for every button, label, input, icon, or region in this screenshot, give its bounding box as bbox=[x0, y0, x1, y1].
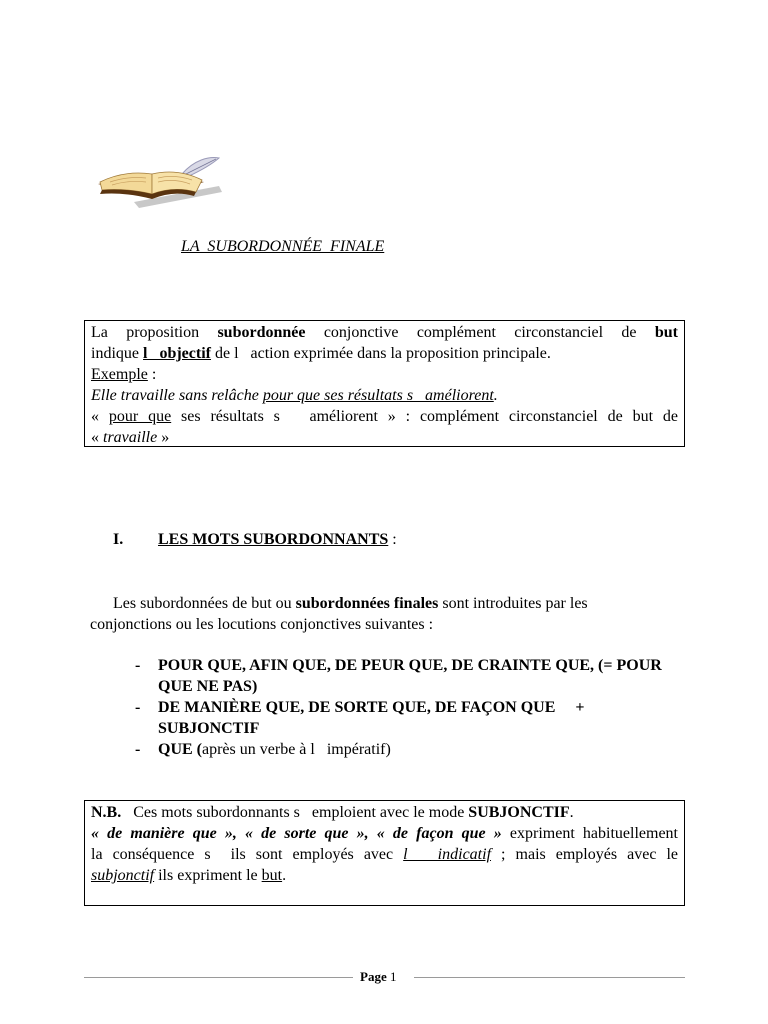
definition-line-5: « travaille » bbox=[91, 429, 170, 446]
definition-line-2: indique l objectif de l action exprimée dans la proposition principale. bbox=[91, 345, 551, 362]
definition-line-1: La proposition subordonnée conjonctive complément circonstanciel de but bbox=[91, 324, 678, 341]
nb-line-3: la conséquence s ils sont employés avec l indicatif ; mais employés avec le bbox=[91, 846, 678, 863]
section-title: LES MOTS SUBORDONNANTS bbox=[158, 531, 389, 548]
intro-paragraph: Les subordonnées de but ou subordonnées finales sont introduites par les conjonctions ou les locutions conjonctives suivantes : bbox=[90, 595, 588, 633]
open-book-quill-icon bbox=[94, 152, 224, 212]
example-label: Exemple : bbox=[91, 366, 157, 383]
list-item: - POUR QUE, AFIN QUE, DE PEUR QUE, DE CRAINTE QUE, (= POUR QUE NE PAS) bbox=[135, 657, 662, 695]
page-number: Page 1 bbox=[360, 969, 397, 984]
example-sentence: Elle travaille sans relâche pour que ses résultats s améliorent. bbox=[91, 387, 498, 404]
nb-line-1: N.B. Ces mots subordonnants s emploient avec le mode SUBJONCTIF. bbox=[91, 804, 574, 821]
page-title: LA SUBORDONNÉE FINALE bbox=[181, 238, 385, 255]
footer-rule-right bbox=[414, 977, 685, 978]
section-number: I. bbox=[113, 531, 124, 548]
nb-box bbox=[84, 800, 685, 906]
conjunction-list bbox=[135, 655, 680, 760]
section-heading: I. LES MOTS SUBORDONNANTS : bbox=[113, 531, 397, 548]
nb-line-4: subjonctif ils expriment le but. bbox=[91, 867, 287, 884]
list-item: - DE MANIÈRE QUE, DE SORTE QUE, DE FAÇON QUE + SUBJONCTIF bbox=[135, 699, 585, 737]
definition-box bbox=[84, 320, 685, 447]
footer-rule-left bbox=[84, 977, 353, 978]
definition-line-4: « pour que ses résultats s améliorent » : complément circonstanciel de but de bbox=[91, 408, 679, 425]
list-item: - QUE (après un verbe à l impératif) bbox=[135, 741, 391, 758]
nb-line-2: « de manière que », « de sorte que », « de façon que » expriment habituellement bbox=[91, 825, 678, 842]
